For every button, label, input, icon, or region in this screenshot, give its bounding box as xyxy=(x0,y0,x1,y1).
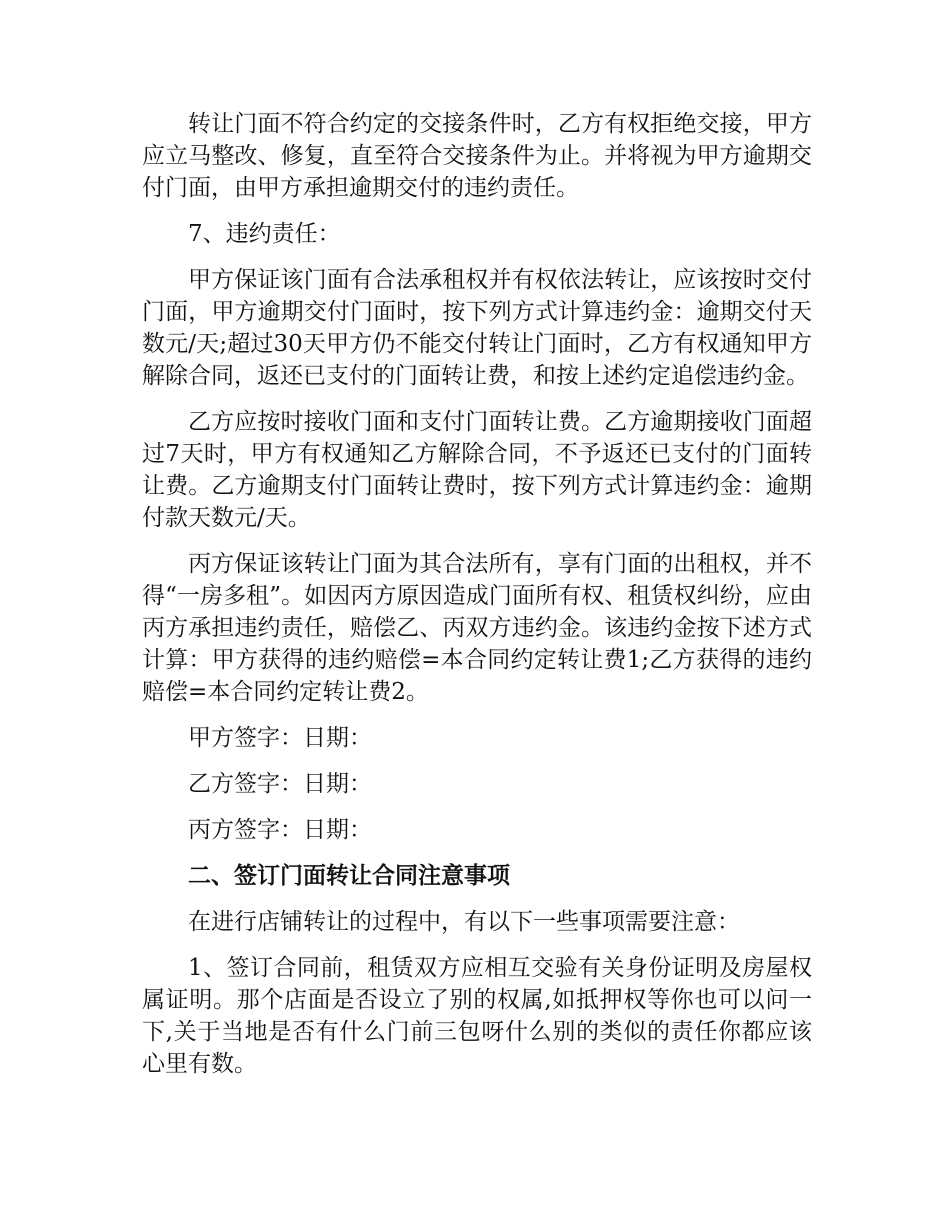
paragraph-party-c-guarantee: 丙方保证该转让门面为其合法所有，享有门面的出租权，并不得“一房多租”。如因丙方原因造成门面所有权、租赁权纠纷，应由丙方承担违约责任，赔偿乙、丙双方违约金。该违约金按下述方式计算：甲方获得的违约赔偿=本合同约定转让费1;乙方获得的违约赔偿=本合同约定转让费2。 xyxy=(142,551,812,705)
paragraph-notes-intro: 在进行店铺转让的过程中，有以下一些事项需要注意： xyxy=(188,909,740,935)
paragraph-breach-title: 7、违约责任： xyxy=(188,221,341,247)
section-heading: 二、签订门面转让合同注意事项 xyxy=(188,863,510,889)
paragraph-note-1: 1、签订合同前，租赁双方应相互交验有关身份证明及房屋权属证明。那个店面是否设立了别的权属,如抵押权等你也可以问一下,关于当地是否有什么门前三包呀什么别的类似的责任你都应该心里有数。 xyxy=(142,955,812,1077)
document-page xyxy=(142,108,812,1094)
signature-line-party-c: 丙方签字：日期： xyxy=(188,817,372,843)
paragraph-handover-conditions: 转让门面不符合约定的交接条件时，乙方有权拒绝交接，甲方应立马整改、修复，直至符合交接条件为止。并将视为甲方逾期交付门面，由甲方承担逾期交付的违约责任。 xyxy=(142,111,812,201)
signature-line-party-b: 乙方签字：日期： xyxy=(188,771,372,797)
paragraph-party-a-guarantee: 甲方保证该门面有合法承租权并有权依法转让，应该按时交付门面，甲方逾期交付门面时，按下列方式计算违约金：逾期交付天数元/天;超过30天甲方仍不能交付转让门面时，乙方有权通知甲方解除合同，返还已支付的门面转让费，和按上述约定追偿违约金。 xyxy=(142,267,812,389)
signature-line-party-a: 甲方签字：日期： xyxy=(188,725,372,751)
paragraph-party-b-obligation: 乙方应按时接收门面和支付门面转让费。乙方逾期接收门面超过7天时，甲方有权通知乙方解除合同，不予返还已支付的门面转让费。乙方逾期支付门面转让费时，按下列方式计算违约金：逾期付款天数元/天。 xyxy=(142,409,812,531)
